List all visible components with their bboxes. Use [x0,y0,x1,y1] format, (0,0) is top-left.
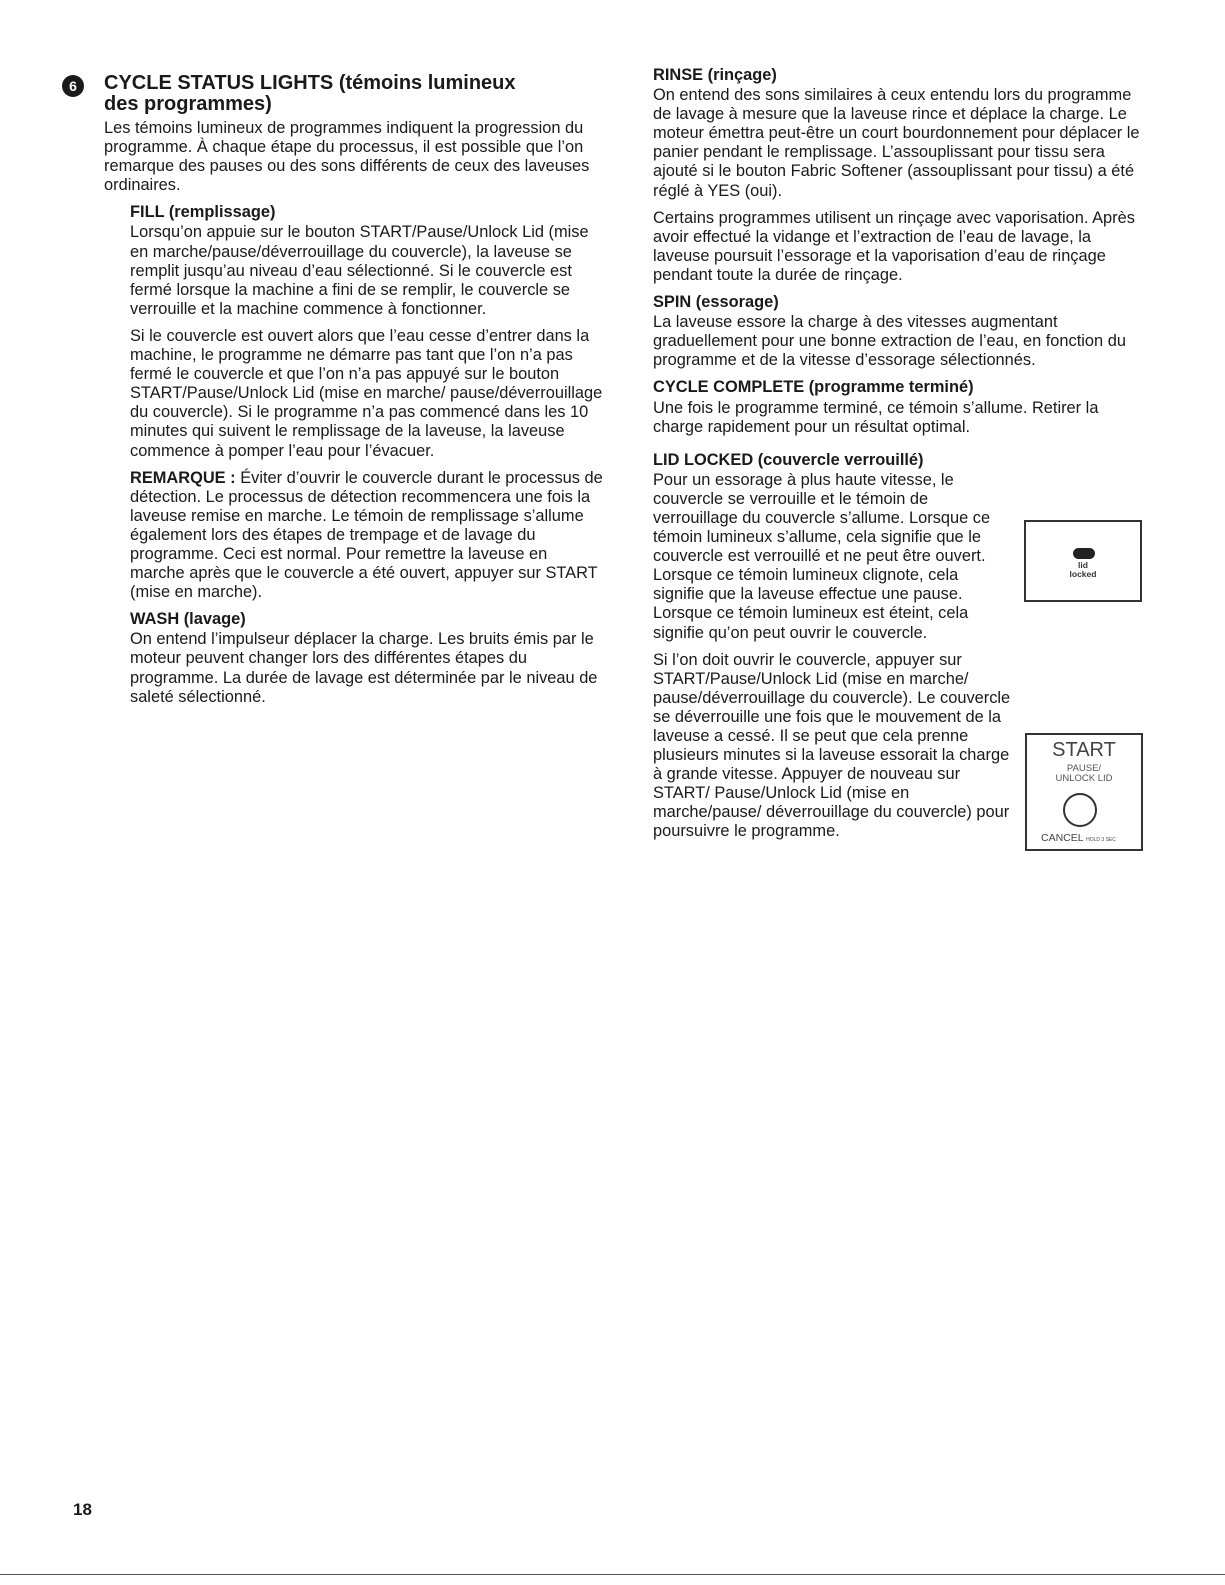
note-paragraph [130,469,604,603]
pause-label: PAUSE/ [1066,763,1102,774]
spin-paragraph: La laveuse essore la charge à des vitesses augmentant graduellement pour une bonne extraction de l’eau, en fonction du programme et de la vitesse d’essorage sélectionnés. [653,313,1126,370]
unlock-lid-label: UNLOCK LID [1055,773,1113,784]
fill-heading: FILL (remplissage) [130,203,276,222]
lid-locked-indicator-illustration [1024,520,1142,602]
start-circle-button-icon [1063,793,1097,827]
lid-locked-heading: LID LOCKED (couvercle verrouillé) [653,450,924,469]
spin-heading: SPIN (essorage) [653,293,779,312]
bottom-rule [0,1574,1225,1575]
unlock-paragraph: Si l’on doit ouvrir le couvercle, appuyer sur START/Pause/Unlock Lid (mise en marche/ pause/déverrouillage du couvercle). Le couvercle se déverrouille une fois que le mouvement de la laveuse a cessé. Il se peut que cela prenne plusieurs minutes si la laveuse essorait la charge à grande vitesse. Appuyer de nouveau sur START/ Pause/Unlock Lid (mise en marche/pause/ déverrouillage du couvercle) pour poursuivre le programme. [653,650,1011,841]
intro-paragraph: Les témoins lumineux de programmes indiquent la progression du programme. À chaque étape du processus, il est possible que l’on remarque des pauses ou des sons différents de ceux des laveuses ordinaires. [104,119,590,195]
lid-locked-led-icon [1073,548,1095,559]
section-title-line2: des programmes) [104,93,272,115]
cycle-complete-paragraph: Une fois le programme terminé, ce témoin s’allume. Retirer la charge rapidement pour un résultat optimal. [653,398,1099,436]
fill-paragraph-2: Si le couvercle est ouvert alors que l’eau cesse d’entrer dans la machine, le programme ne démarre pas tant que l’on n’a pas fermé le couvercle et que l’on n’a pas appuyé sur le bouton START/Pause/Unlock Lid (mise en marche/ pause/déverrouillage du couvercle). Si le programme n’a pas commencé dans les 10 minutes qui suivent le remplissage de la laveuse, la laveuse commence à pomper l’eau pour l’évacuer. [130,326,603,460]
section-title-line1: CYCLE STATUS LIGHTS (témoins lumineux [104,72,516,94]
fill-section [130,203,604,706]
rinse-paragraph-1: On entend des sons similaires à ceux entendu lors du programme de lavage à mesure que la laveuse rince et déplace la charge. Le moteur émettra peut-être un court bourdonnement pour déplacer le panier pendant le remplissage. L’assouplissant pour tissu sera ajouté si le bouton Fabric Softener (assouplissant pour tissu) a été réglé à YES (oui). [653,86,1140,200]
start-button-illustration [1025,733,1143,851]
section-title [104,73,604,115]
lid-label-line2: locked [1069,569,1097,579]
page-number: 18 [73,1500,92,1519]
wash-paragraph: On entend l’impulseur déplacer la charge. Les bruits émis par le moteur peuvent changer lors des différentes étapes du programme. La durée de lavage est déterminée par le niveau de saleté sélectionné. [130,630,598,706]
rinse-paragraph-2: Certains programmes utilisent un rinçage avec vaporisation. Après avoir effectué la vidange et l’extraction de l’eau de lavage, la laveuse poursuit l’essorage et la vaporisation d’eau de rinçage pendant toute la durée de rinçage. [653,208,1135,284]
cycle-complete-heading: CYCLE COMPLETE (programme terminé) [653,378,974,397]
hold-text: HOLD 3 SEC [1086,837,1116,843]
note-text: Éviter d’ouvrir le couvercle durant le processus de détection. Le processus de détection recommencera une fois la laveuse remise en marche. Le témoin de remplissage s’allume également lors des étapes de trempage et de lavage du programme. Ceci est normal. Pour remettre la laveuse en marche après que le couvercle a été ouvert, appuyer sur START (mise en marche). [130,468,603,602]
lid-locked-paragraph: Pour un essorage à plus haute vitesse, le couvercle se verrouille et le témoin de verrouillage du couvercle s’allume. Lorsque ce témoin lumineux s’allume, cela signifie que le couvercle est verrouillé et ne peut être ouvert. Lorsque ce témoin lumineux clignote, cela signifie que la laveuse effectue une pause. Lorsque ce témoin lumineux est éteint, cela signifie qu’on peut ouvrir le couvercle. [653,470,991,642]
section-number-badge: 6 [62,75,84,97]
fill-paragraph-1: Lorsqu’on appuie sur le bouton START/Pause/Unlock Lid (mise en marche/pause/déverrouillage du couvercle), la laveuse se remplit jusqu’au niveau d’eau sélectionné. Si le couvercle est fermé lorsque la machine a fini de se remplir, le couvercle se verrouille et la machine commence à fonctionner. [130,223,589,318]
note-label: REMARQUE : [130,468,236,487]
cancel-label [1041,832,1116,844]
start-label: START [1052,739,1116,761]
wash-heading: WASH (lavage) [130,610,246,629]
lid-label-line1: lid [1078,560,1088,570]
rinse-heading: RINSE (rinçage) [653,66,777,84]
left-column [104,66,604,715]
cancel-text: CANCEL [1041,832,1084,844]
